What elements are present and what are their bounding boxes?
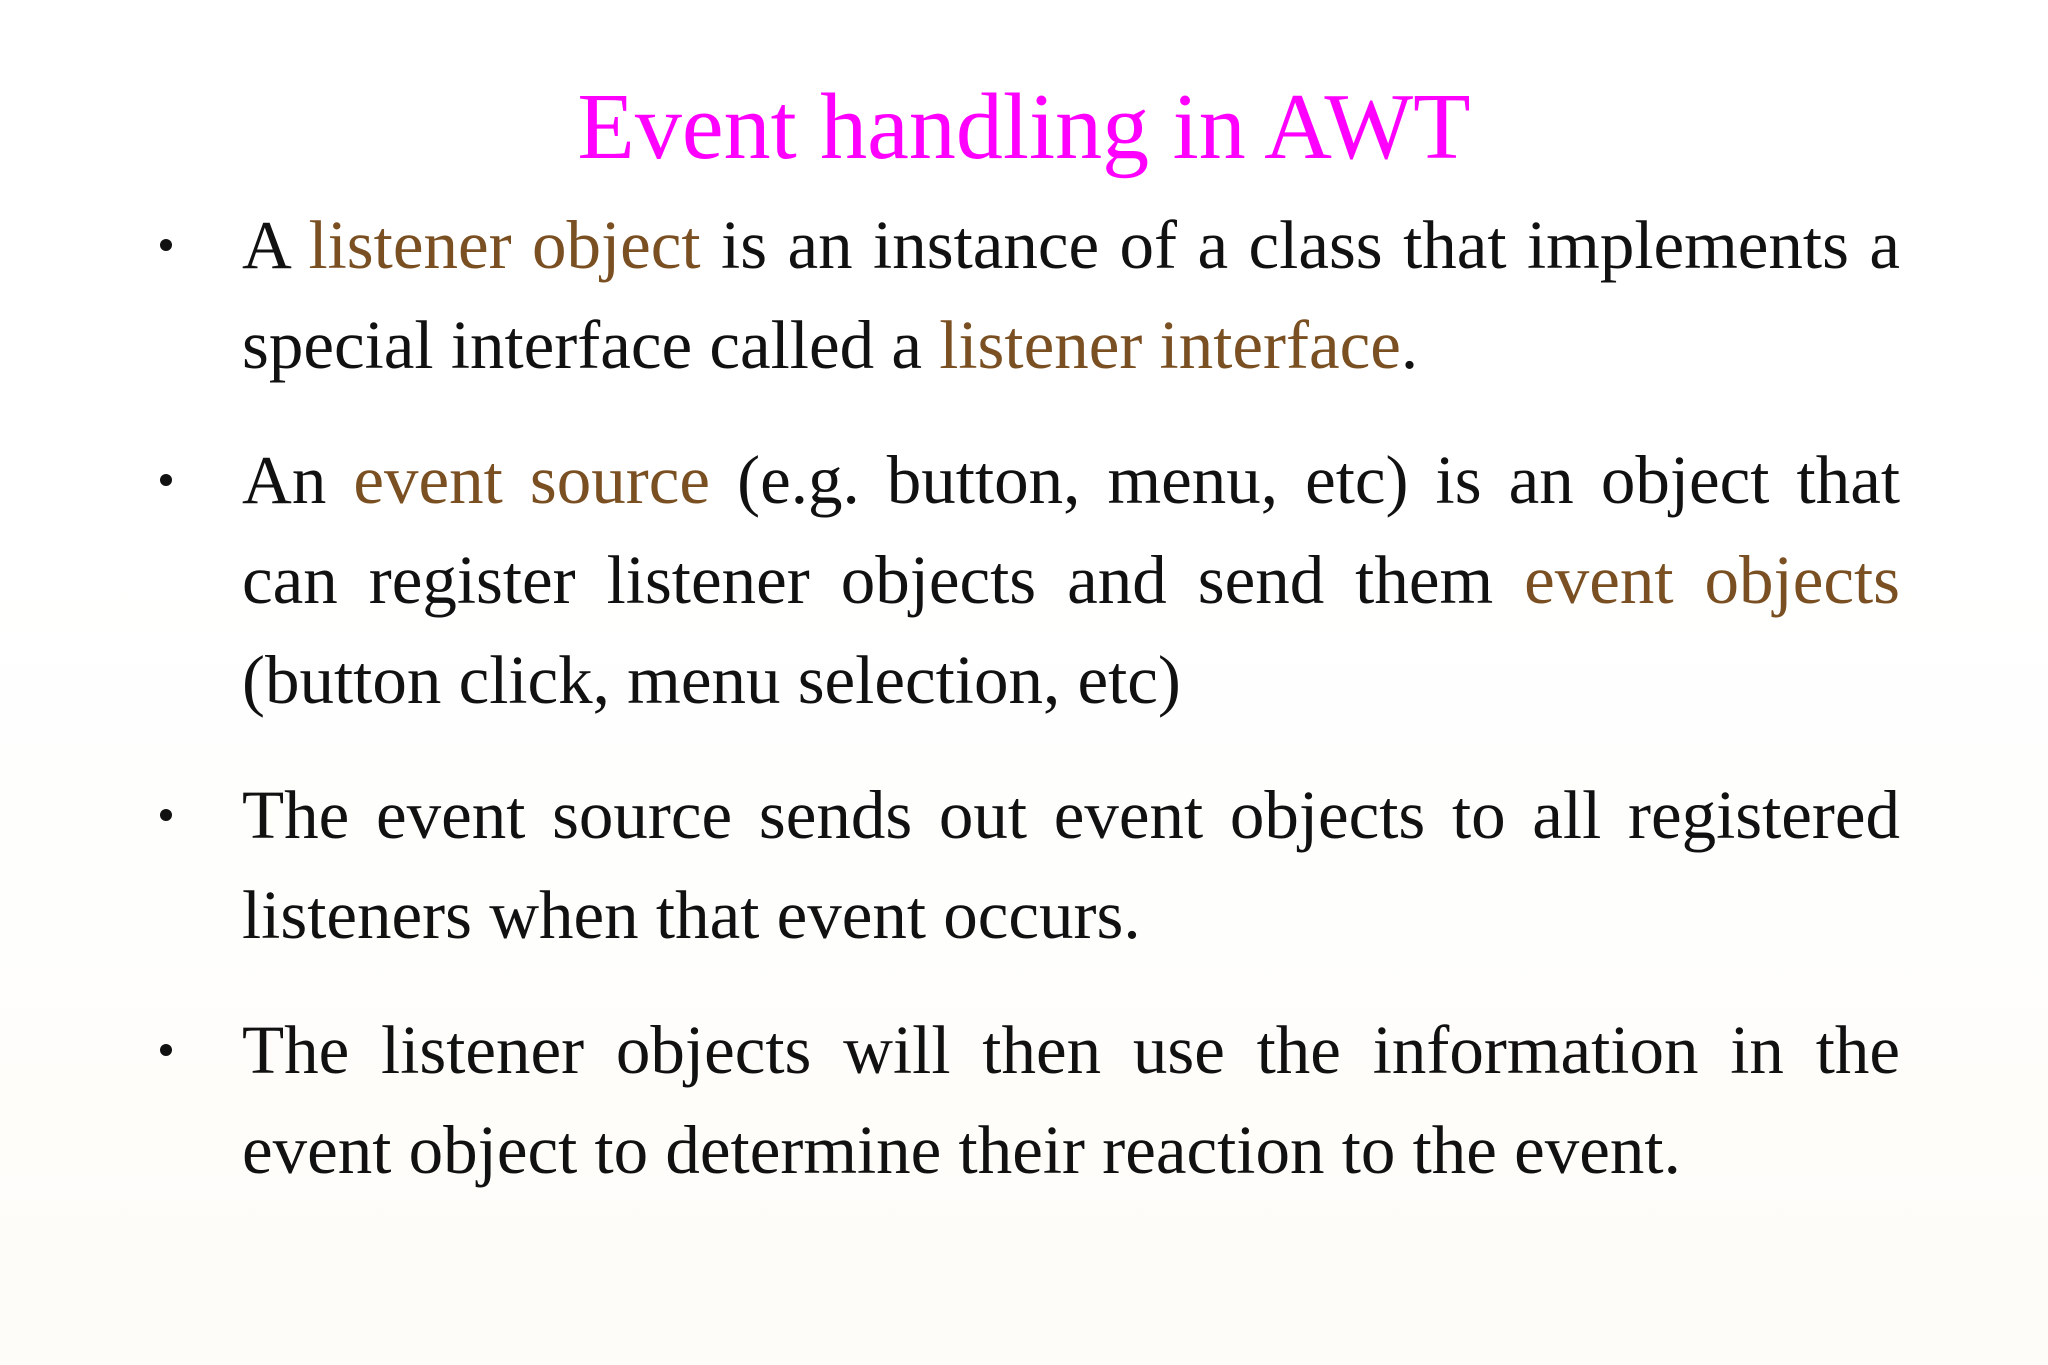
highlight-term: listener object	[308, 207, 701, 283]
bullet-text	[242, 777, 1900, 953]
bullet-item-event-dispatch	[160, 765, 1900, 965]
bullet-dot-icon	[160, 474, 172, 486]
text-segment: The event source sends out event objects to all registered listeners when that event occurs.	[242, 777, 1900, 953]
text-segment: (button click, menu selection, etc)	[242, 642, 1181, 718]
bullet-dot-icon	[160, 1044, 172, 1056]
text-segment: .	[1400, 307, 1419, 383]
highlight-term: listener interface	[939, 307, 1401, 383]
bullet-item-listener-reaction	[160, 1000, 1900, 1200]
bullet-text	[242, 207, 1900, 383]
bullet-item-event-source	[160, 430, 1900, 730]
text-segment: is an instance of a class that implements a special interface called a	[242, 207, 1900, 383]
text-segment: (e.g. button, menu, etc) is an object that can register listener objects and send them	[242, 442, 1900, 618]
slide-title: Event handling in AWT	[577, 75, 1471, 179]
bullet-text	[242, 442, 1900, 718]
text-segment: An	[242, 442, 354, 518]
bullet-dot-icon	[160, 239, 172, 251]
bullet-item-listener-object	[160, 195, 1900, 395]
highlight-term: event objects	[1524, 542, 1900, 618]
text-segment: A	[242, 207, 309, 283]
bullet-dot-icon	[160, 809, 172, 821]
bullet-text	[242, 1012, 1900, 1188]
text-segment: The listener objects will then use the information in the event object to determine their reaction to the event.	[242, 1012, 1900, 1188]
highlight-term: event source	[353, 442, 711, 518]
bullet-list	[160, 195, 1900, 1235]
